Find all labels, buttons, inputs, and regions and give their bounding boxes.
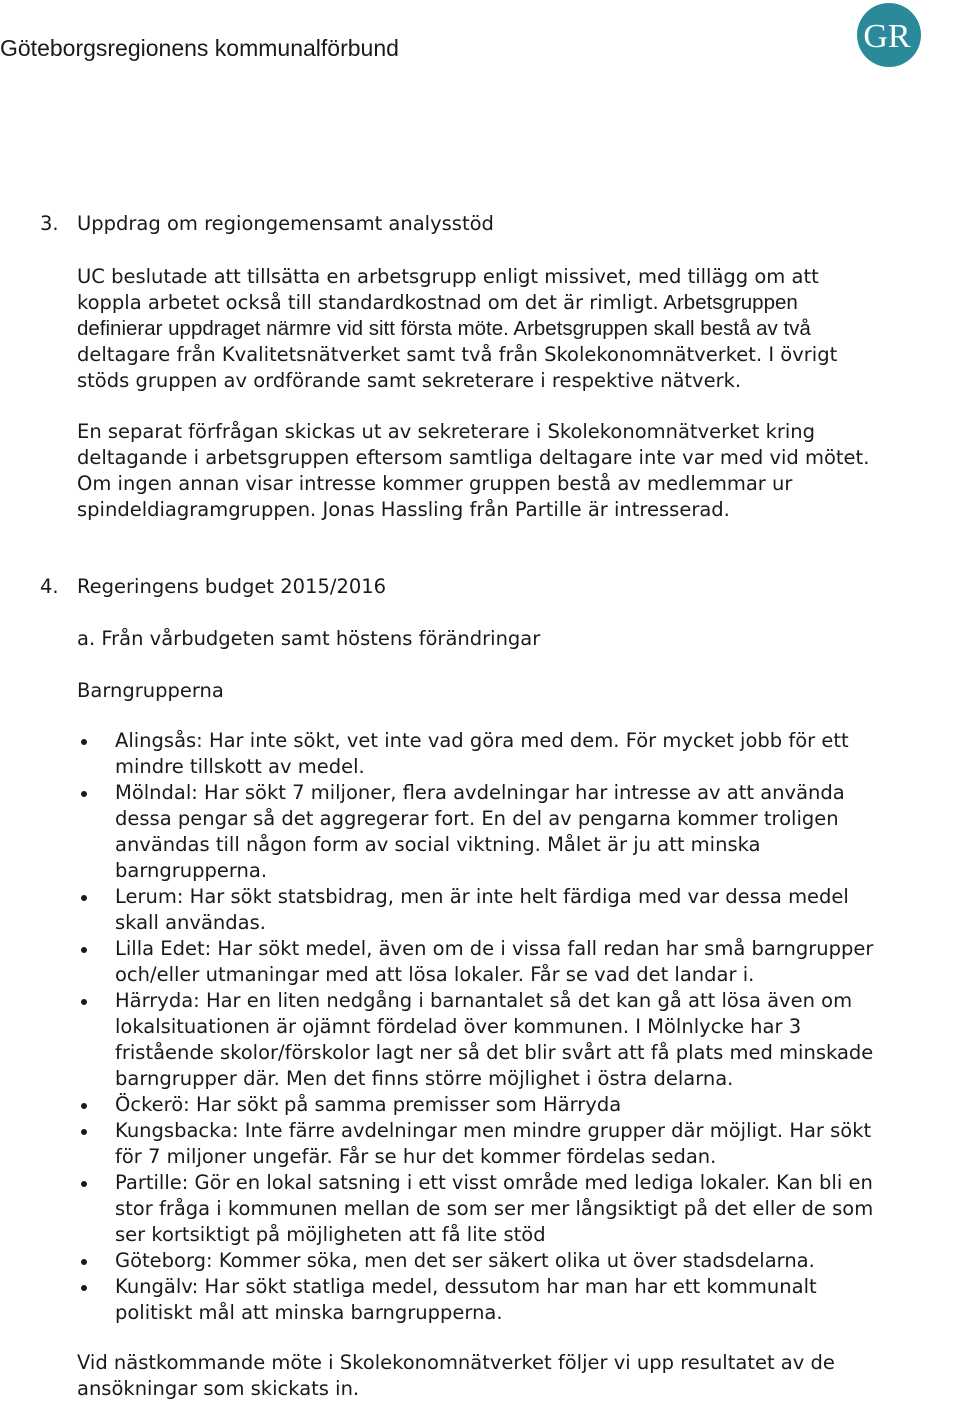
bullet-icon: [81, 999, 87, 1005]
subsection-a-heading: [77, 626, 960, 652]
text-line: Om ingen annan visar intresse kommer gruppen bestå av medlemmar ur: [77, 472, 793, 495]
list-item: Härryda: Har en liten nedgång i barnantalet så det kan gå att lösa även om lokalsituationen är ojämnt fördelad över kommunen. I Mölnlycke har 3 fristående skolor/förskolor lagt ner så det blir svårt att få plats med minskade barngrupper där. Men det finns större möjlighet i östra delarna.: [77, 988, 960, 1092]
section-3-heading: [40, 211, 494, 237]
section-4-heading: [40, 574, 386, 600]
logo-text: GR: [863, 18, 911, 55]
text-line: ansökningar som skickats in.: [77, 1377, 360, 1400]
text-line: UC beslutade att tillsätta en arbetsgrupp enligt missivet, med tillägg om att: [77, 265, 819, 288]
text-line: stöds gruppen av ordförande samt sekreterare i respektive nätverk.: [77, 369, 742, 392]
list-item: Öckerö: Har sökt på samma premisser som Härryda: [77, 1092, 960, 1118]
section-3-title: Uppdrag om regiongemensamt analysstöd: [77, 212, 494, 235]
list-item: Lilla Edet: Har sökt medel, även om de i vissa fall redan har små barngrupper och/eller utmaningar med att lösa lokaler. Får se vad det landar i.: [77, 936, 960, 988]
bullet-icon: [81, 1181, 87, 1187]
list-item: Alingsås: Har inte sökt, vet inte vad göra med dem. För mycket jobb för ett mindre tillskott av medel.: [77, 728, 960, 780]
text-line: koppla arbetet också till standardkostnad om det är rimligt. Arbetsgruppen: [77, 291, 798, 314]
text-line: Vid nästkommande möte i Skolekonomnätverket följer vi upp resultatet av de: [77, 1351, 835, 1374]
text-line: definierar uppdraget närmre vid sitt första möte. Arbetsgruppen skall bestå av två: [77, 317, 811, 340]
list-item: Kungsbacka: Inte färre avdelningar men mindre grupper där möjligt. Har sökt för 7 miljoner ungefär. Får se hur det kommer fördelas sedan.: [77, 1118, 960, 1170]
bullet-icon: [81, 1285, 87, 1291]
section-4-title: Regeringens budget 2015/2016: [77, 575, 387, 598]
section-3-paragraph-1: [77, 264, 960, 394]
group-heading: Barngrupperna: [77, 679, 224, 702]
section-3-paragraph-2: [77, 419, 960, 523]
list-item: Mölndal: Har sökt 7 miljoner, flera avdelningar har intresse av att använda dessa pengar så det aggregerar fort. En del av pengarna kommer troligen användas till någon form av social viktning. Målet är ju att minska barngrupperna.: [77, 780, 960, 884]
text-line: En separat förfrågan skickas ut av sekreterare i Skolekonomnätverket kring: [77, 420, 816, 443]
list-item: Lerum: Har sökt statsbidrag, men är inte helt färdiga med var dessa medel skall användas.: [77, 884, 960, 936]
section-3-number: 3.: [40, 212, 59, 235]
bullet-icon: [81, 791, 87, 797]
text-line: deltagare från Kvalitetsnätverket samt två från Skolekonomnätverket. I övrigt: [77, 343, 838, 366]
bullet-icon: [81, 947, 87, 953]
bullet-icon: [81, 1103, 87, 1109]
list-item: Kungälv: Har sökt statliga medel, dessutom har man har ett kommunalt politiskt mål att minska barngrupperna.: [77, 1274, 960, 1326]
bullet-icon: [81, 1129, 87, 1135]
text-line: spindeldiagramgruppen. Jonas Hassling från Partille är intresserad.: [77, 498, 730, 521]
list-item: Göteborg: Kommer söka, men det ser säkert olika ut över stadsdelarna.: [77, 1248, 960, 1274]
municipality-list: [77, 728, 960, 1326]
bullet-icon: [81, 895, 87, 901]
bullet-icon: [81, 739, 87, 745]
gr-logo: [856, 2, 922, 68]
closing-paragraph: [77, 1350, 960, 1402]
bullet-icon: [81, 1259, 87, 1265]
organization-name: Göteborgsregionens kommunalförbund: [0, 35, 399, 61]
subsection-a-number: a.: [77, 627, 96, 650]
list-item: Partille: Gör en lokal satsning i ett visst område med lediga lokaler. Kan bli en stor fråga i kommunen mellan de som ser mer långsiktigt på det eller de som ser kortsiktigt på möjligheten att få lite stöd: [77, 1170, 960, 1248]
text-line: deltagande i arbetsgruppen eftersom samtliga deltagare inte var med vid mötet.: [77, 446, 870, 469]
subsection-a-title: Från vårbudgeten samt höstens förändringar: [101, 627, 541, 650]
section-4-number: 4.: [40, 575, 59, 598]
